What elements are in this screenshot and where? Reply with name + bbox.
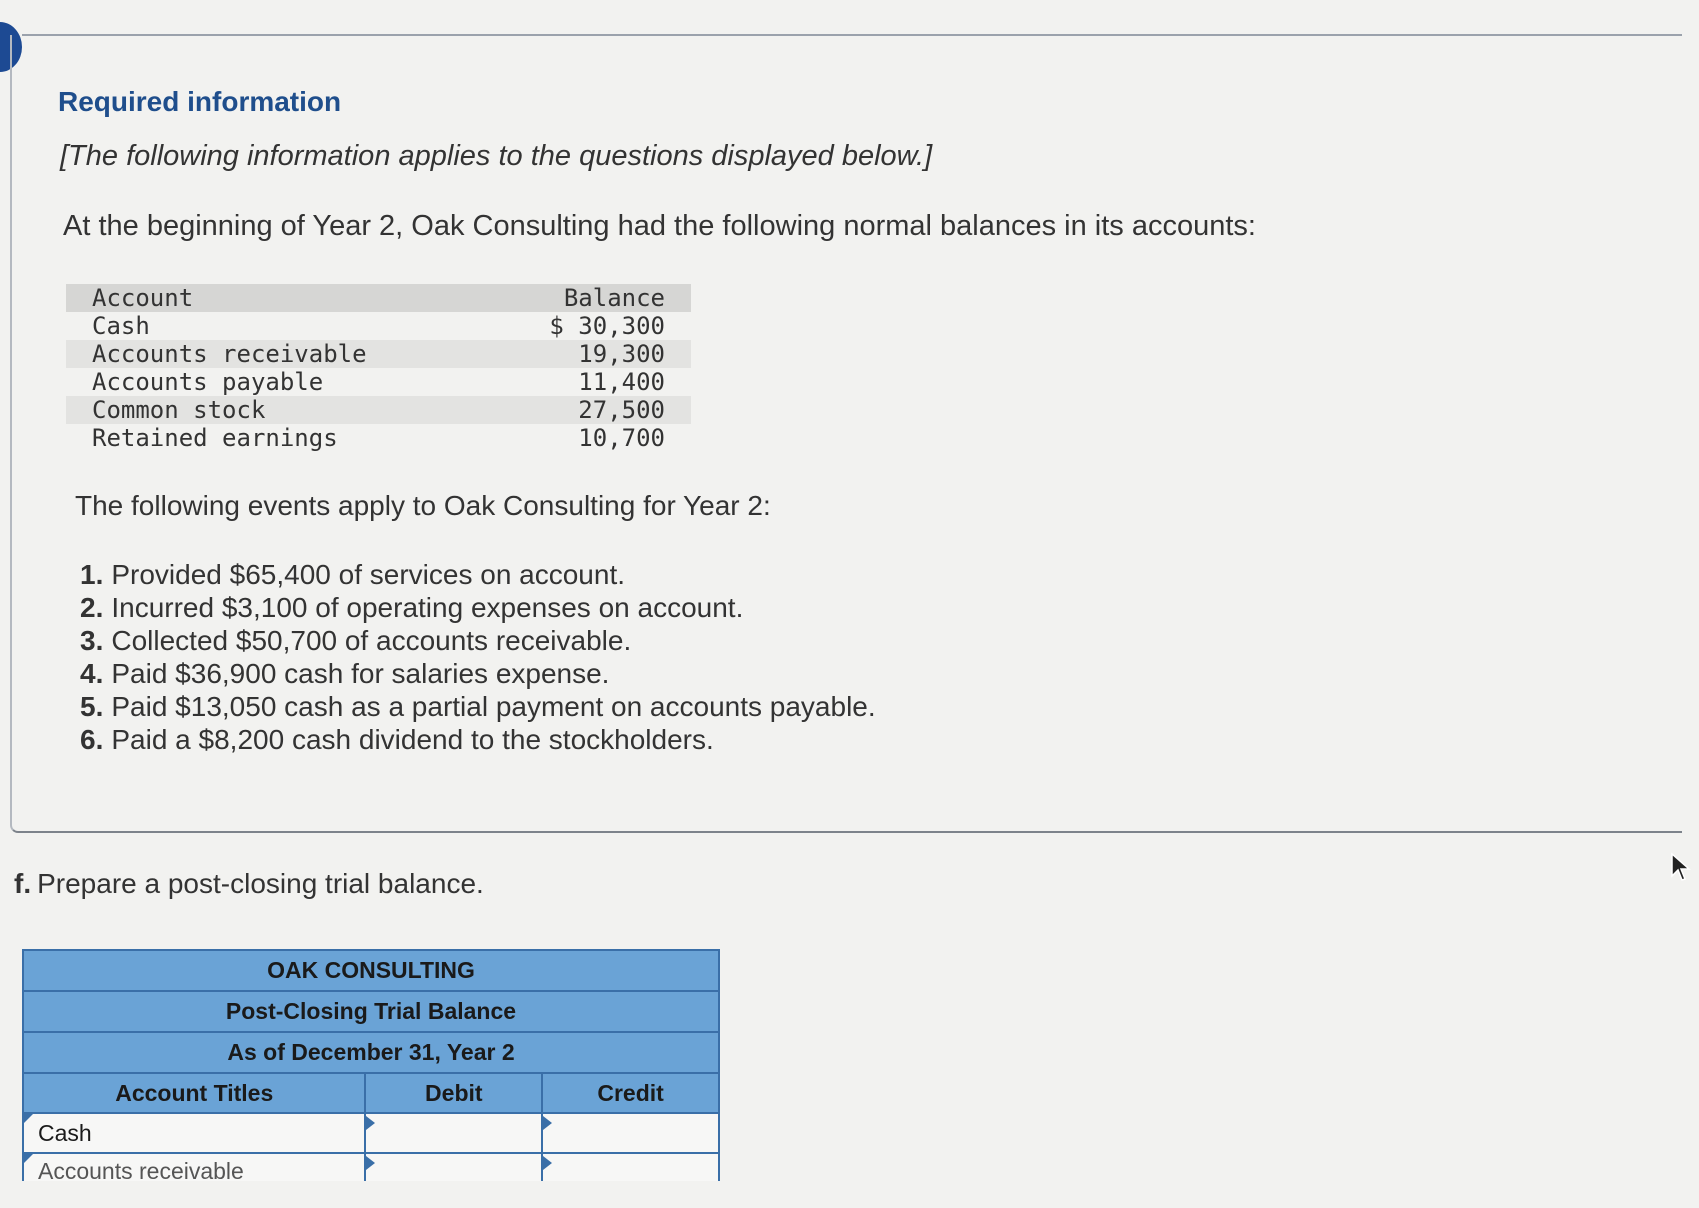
event-text: Incurred $3,100 of operating expenses on account. (111, 592, 744, 623)
event-item (80, 690, 876, 723)
account-titles-header: Account Titles (23, 1073, 365, 1113)
account-title-value: Cash (38, 1119, 92, 1146)
event-number: 3. (80, 625, 104, 656)
account-name: Accounts receivable (92, 340, 367, 368)
event-item (80, 558, 876, 591)
beginning-balances-table (66, 284, 691, 452)
event-item (80, 591, 876, 624)
post-closing-trial-balance-table (22, 949, 720, 1181)
problem-lead: At the beginning of Year 2, Oak Consulting had the following normal balances in its accounts: (63, 210, 1256, 242)
table-row (23, 1113, 719, 1153)
event-text: Provided $65,400 of services on account. (111, 559, 626, 590)
account-balance: 19,300 (578, 340, 665, 368)
events-lead: The following events apply to Oak Consulting for Year 2: (75, 490, 771, 521)
account-balance: $ 30,300 (549, 312, 665, 340)
balances-row (66, 340, 691, 368)
account-title-input[interactable] (23, 1113, 365, 1153)
input-marker-icon (366, 1116, 375, 1130)
balances-row (66, 424, 691, 452)
credit-input[interactable] (542, 1113, 719, 1153)
balances-row (66, 368, 691, 396)
event-number: 5. (80, 691, 104, 722)
dropdown-flag-icon (24, 1114, 33, 1123)
credit-header: Credit (542, 1073, 719, 1113)
question-prompt (14, 868, 484, 900)
event-item (80, 723, 876, 756)
account-column-header: Account (92, 284, 194, 312)
debit-value (366, 1158, 380, 1181)
account-balance: 27,500 (578, 396, 665, 424)
balances-header-row (66, 284, 691, 312)
account-name: Retained earnings (92, 424, 338, 452)
required-information-title: Required information (58, 86, 342, 117)
event-number: 4. (80, 658, 104, 689)
mouse-pointer-icon (1670, 852, 1692, 882)
event-item (80, 657, 876, 690)
account-title-value: Accounts receivable (38, 1158, 244, 1181)
event-item (80, 624, 876, 657)
event-number: 6. (80, 724, 104, 755)
debit-input[interactable] (365, 1113, 542, 1153)
debit-header: Debit (365, 1073, 542, 1113)
balances-row (66, 396, 691, 424)
account-title-input[interactable] (23, 1153, 365, 1181)
debit-input[interactable] (365, 1153, 542, 1181)
input-marker-icon (543, 1116, 552, 1130)
event-number: 1. (80, 559, 104, 590)
balance-column-header: Balance (563, 284, 665, 312)
account-name: Accounts payable (92, 368, 324, 396)
event-number: 2. (80, 592, 104, 623)
intro-note: [The following information applies to the questions displayed below.] (60, 140, 933, 172)
account-balance: 11,400 (578, 368, 665, 396)
statement-date-cell: As of December 31, Year 2 (23, 1032, 719, 1073)
account-name: Common stock (92, 396, 266, 424)
question-text: Prepare a post-closing trial balance. (37, 868, 484, 899)
credit-value (543, 1158, 557, 1181)
event-text: Collected $50,700 of accounts receivable. (111, 625, 632, 656)
event-text: Paid $36,900 cash for salaries expense. (111, 658, 610, 689)
events-list (80, 558, 876, 756)
account-balance: 10,700 (578, 424, 665, 452)
balances-row (66, 312, 691, 340)
event-text: Paid $13,050 cash as a partial payment on accounts payable. (111, 691, 876, 722)
account-name: Cash (92, 312, 150, 340)
table-row (23, 1153, 719, 1181)
credit-input[interactable] (542, 1153, 719, 1181)
question-letter: f. (14, 868, 32, 899)
event-text: Paid a $8,200 cash dividend to the stockholders. (111, 724, 714, 755)
company-name-cell: OAK CONSULTING (23, 950, 719, 991)
statement-title-cell: Post-Closing Trial Balance (23, 991, 719, 1032)
